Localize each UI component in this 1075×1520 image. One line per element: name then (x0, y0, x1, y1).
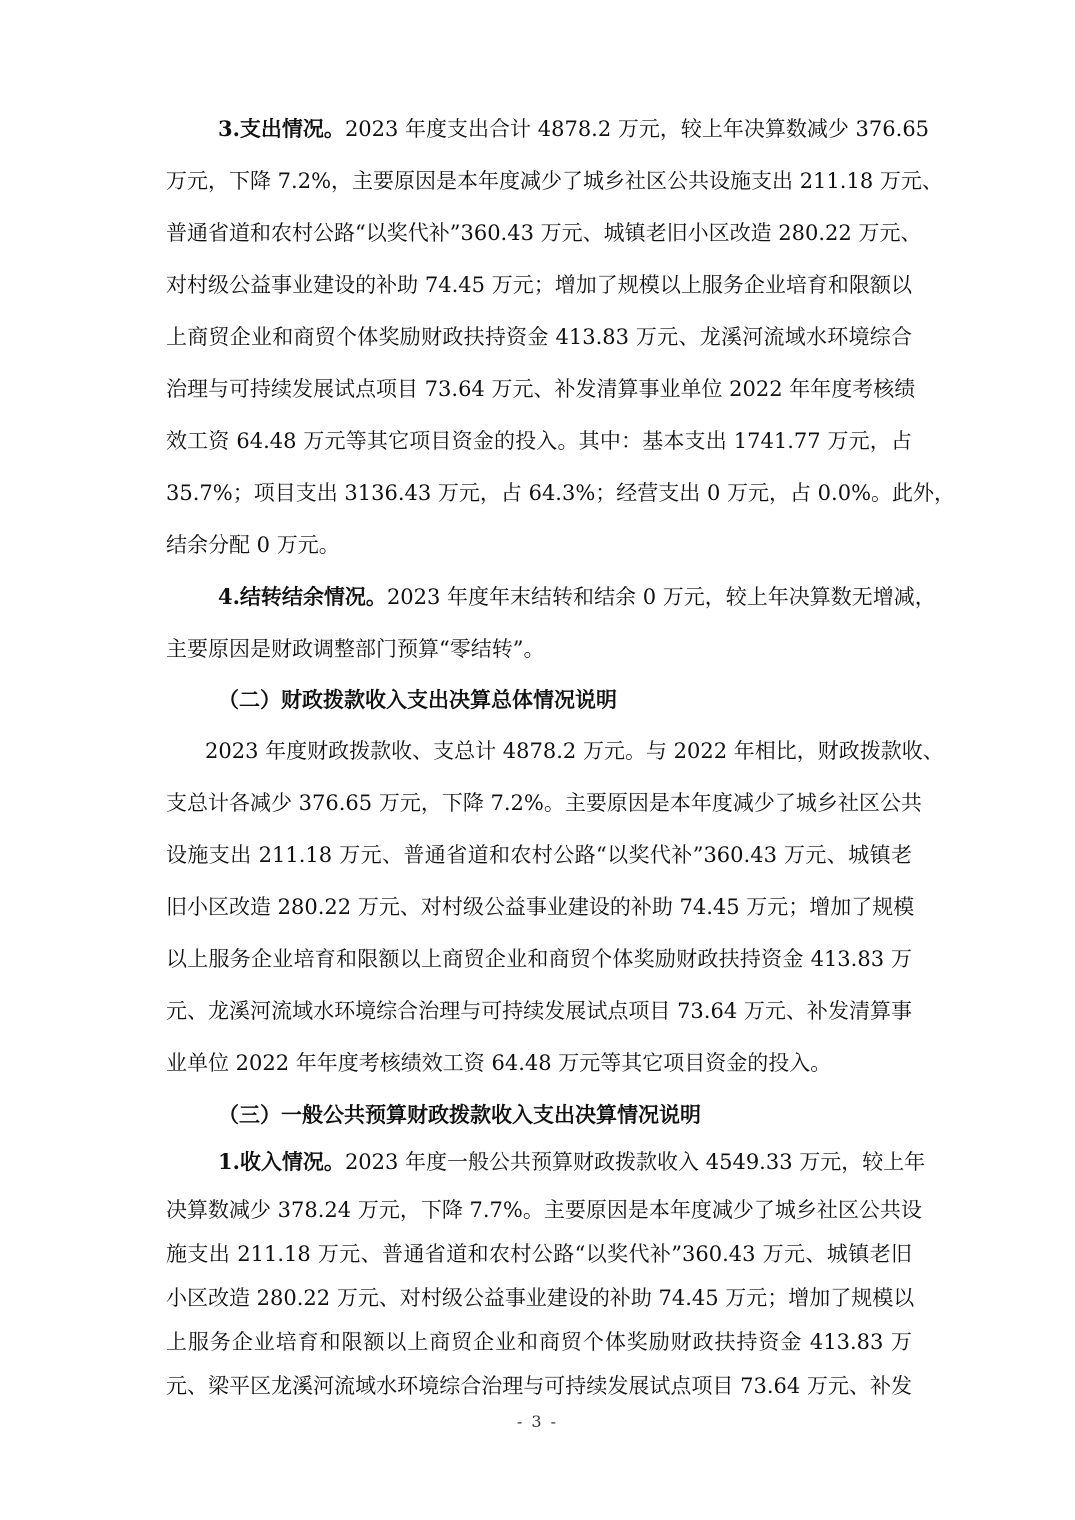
paragraph-line: 支总计各减少 376.65 万元，下降 7.2%。主要原因是本年度减少了城乡社区公共 (166, 791, 922, 815)
subsection-heading-2: （二）财政拨款收入支出决算总体情况说明 (218, 687, 617, 712)
paragraph-line: 主要原因是财政调整部门预算“零结转”。 (166, 637, 545, 661)
text-span: 2023 年度一般公共预算财政拨款收入 4549.33 万元，较上年 (344, 1150, 926, 1174)
section-heading-expenditure: 3.支出情况。 (218, 116, 345, 141)
paragraph-line: 35.7%；项目支出 3136.43 万元，占 64.3%；经营支出 0 万元，占 0.0%。此外， (166, 481, 956, 505)
section-heading-carryover: 4.结转结余情况。 (218, 584, 387, 609)
paragraph-line-final: 元、梁平区龙溪河流域水环境综合治理与可持续发展试点项目 73.64 万元、补发 (166, 1374, 912, 1398)
paragraph-line (218, 1142, 926, 1182)
paragraph-line: 施支出 211.18 万元、普通省道和农村公路“以奖代补”360.43 万元、城镇老旧 (166, 1242, 912, 1266)
paragraph-line: 设施支出 211.18 万元、普通省道和农村公路“以奖代补”360.43 万元、城镇老 (166, 843, 912, 867)
paragraph-line: 小区改造 280.22 万元、对村级公益事业建设的补助 74.45 万元；增加了规模以 (166, 1286, 915, 1310)
paragraph-line (218, 577, 936, 617)
subsection-heading-3: （三）一般公共预算财政拨款收入支出决算情况说明 (218, 1102, 701, 1127)
paragraph-line: 上服务企业培育和限额以上商贸企业和商贸个体奖励财政扶持资金 413.83 万 (166, 1330, 912, 1354)
paragraph-line: 上商贸企业和商贸个体奖励财政扶持资金 413.83 万元、龙溪河流域水环境综合 (166, 325, 912, 349)
paragraph-line: 结余分配 0 万元。 (166, 533, 340, 557)
page-number: - 3 - (516, 1412, 559, 1431)
paragraph-line: 效工资 64.48 万元等其它项目资金的投入。其中：基本支出 1741.77 万元，占 (166, 429, 912, 453)
paragraph-line: 业单位 2022 年年度考核绩效工资 64.48 万元等其它项目资金的投入。 (166, 1051, 832, 1075)
paragraph-line: 以上服务企业培育和限额以上商贸企业和商贸个体奖励财政扶持资金 413.83 万 (166, 947, 912, 971)
paragraph-line: 2023 年度财政拨款收、支总计 4878.2 万元。与 2022 年相比，财政拨款收、 (205, 739, 944, 763)
paragraph-line (218, 109, 930, 149)
paragraph-line: 对村级公益事业建设的补助 74.45 万元；增加了规模以上服务企业培育和限额以 (166, 273, 912, 297)
text-span: 2023 年度年末结转和结余 0 万元，较上年决算数无增减， (386, 585, 936, 609)
paragraph-line: 决算数减少 378.24 万元，下降 7.7%。主要原因是本年度减少了城乡社区公共设 (166, 1198, 922, 1222)
paragraph-line: 万元，下降 7.2%，主要原因是本年度减少了城乡社区公共设施支出 211.18 万元、 (166, 169, 943, 193)
text-span: 2023 年度支出合计 4878.2 万元，较上年决算数减少 376.65 (344, 117, 930, 141)
paragraph-line: 治理与可持续发展试点项目 73.64 万元、补发清算事业单位 2022 年年度考核绩 (166, 377, 916, 401)
paragraph-line: 元、龙溪河流域水环境综合治理与可持续发展试点项目 73.64 万元、补发清算事 (166, 999, 912, 1023)
paragraph-line: 旧小区改造 280.22 万元、对村级公益事业建设的补助 74.45 万元；增加了规模 (166, 895, 915, 919)
paragraph-line: 普通省道和农村公路“以奖代补”360.43 万元、城镇老旧小区改造 280.22 万元、 (166, 221, 922, 245)
section-heading-income: 1.收入情况。 (218, 1149, 345, 1174)
